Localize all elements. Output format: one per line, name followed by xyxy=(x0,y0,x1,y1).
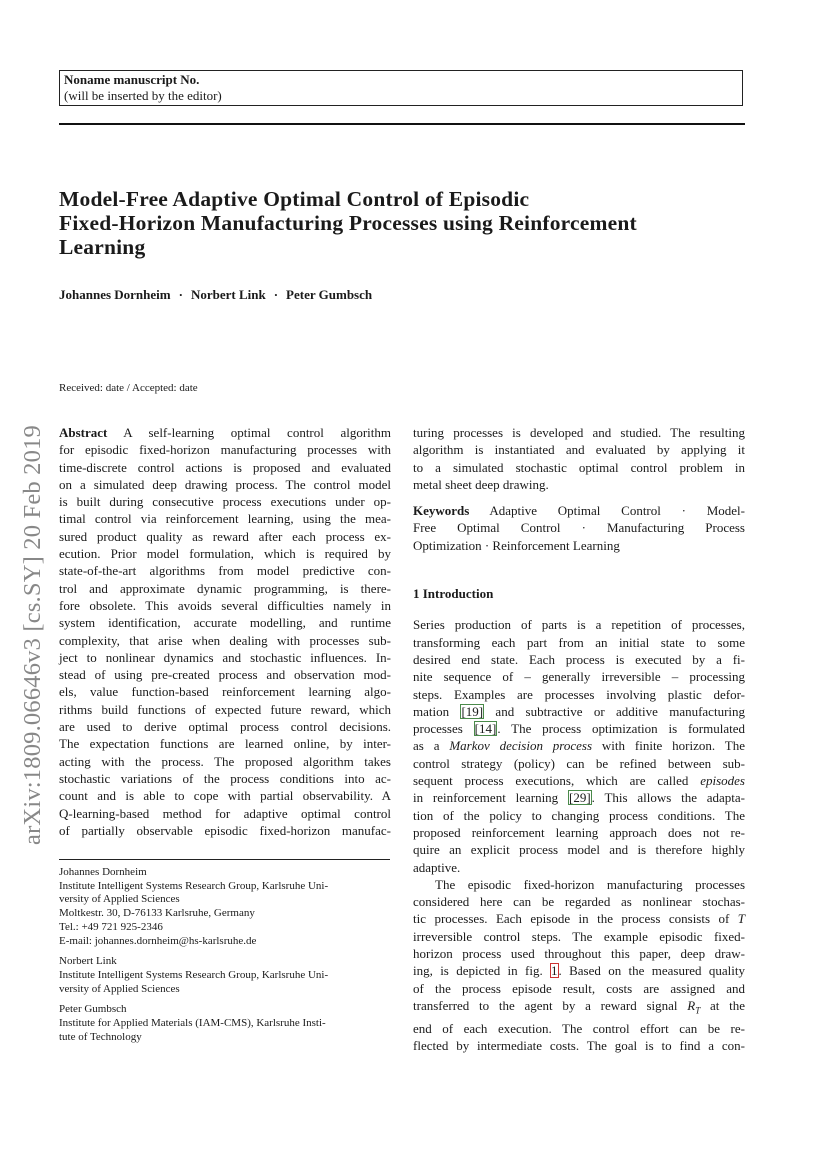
abstract-line: trol and approximate dynamic programming, is there- xyxy=(59,580,391,596)
paragraph-line: flected by intermediate costs. The goal is to find a con- xyxy=(413,1038,745,1054)
keywords xyxy=(413,502,745,554)
affiliation-line: Institute for Applied Materials (IAM-CMS), Karlsruhe Insti- xyxy=(59,1017,326,1030)
citation-link[interactable]: [14] xyxy=(474,721,497,737)
keywords-label: Keywords xyxy=(413,503,470,519)
abstract-continued-line: to a simulated stochastic optimal control problem in xyxy=(413,459,745,475)
paragraph-line: The episodic fixed-horizon manufacturing processes xyxy=(435,876,745,892)
abstract-line: for episodic fixed-horizon manufacturing processes with xyxy=(59,442,391,458)
abstract-line: count and is able to cope with partial observability. A xyxy=(59,788,391,804)
abstract-line: The expectation functions are learned online, by inter- xyxy=(59,736,391,752)
section-heading-introduction: 1 Introduction xyxy=(413,586,494,602)
affiliation-line: Institute Intelligent Systems Research Group, Karlsruhe Uni- xyxy=(59,879,329,892)
abstract xyxy=(59,424,391,839)
author-separator: · xyxy=(178,287,183,302)
affiliation-block xyxy=(59,866,399,948)
affiliation-author-name: Johannes Dornheim xyxy=(59,866,147,878)
paragraph-line: quire an explicit process model and is therefore highly xyxy=(413,842,745,858)
abstract-line: are used to derive optimal process control decisions. xyxy=(59,719,391,735)
paragraph-line: of the process episode result, costs are assigned and xyxy=(413,980,745,996)
paragraph-line: Series production of parts is a repetition of processes, xyxy=(413,617,745,633)
math-variable: R xyxy=(687,997,696,1013)
keywords-line: Keywords Adaptive Optimal Control · Model- xyxy=(413,503,745,519)
paragraph-line: processes [14]. The process optimization is formulated xyxy=(413,721,745,737)
abstract-line: acting with the process. The proposed algorithm takes xyxy=(59,753,391,769)
keywords-line: Optimization · Reinforcement Learning xyxy=(413,537,620,553)
abstract-line: rithms build functions of expected future reward, which xyxy=(59,701,391,717)
affiliation-author-name: Peter Gumbsch xyxy=(59,1003,127,1016)
affiliation-block xyxy=(59,955,399,996)
abstract-line: timal control via reinforcement learning, using the mea- xyxy=(59,511,391,527)
abstract-line: Abstract A self-learning optimal control algorithm xyxy=(59,425,391,440)
arxiv-identifier: arXiv:1809.06646v3 [cs.SY] 20 Feb 2019 xyxy=(19,425,46,845)
received-date: Received: date / Accepted: date xyxy=(59,382,198,394)
author-3: Peter Gumbsch xyxy=(286,287,373,302)
title-line-3: Learning xyxy=(59,235,146,259)
citation-link[interactable]: [19] xyxy=(461,703,484,719)
abstract-line: complexity, that arise when dealing with processes sub- xyxy=(59,632,391,648)
abstract-continued-line: algorithm is instantiated and evaluated by applying it xyxy=(413,442,745,458)
header-rule xyxy=(59,123,745,125)
right-column xyxy=(413,424,745,1054)
manuscript-number: Noname manuscript No. xyxy=(64,72,200,87)
intro-paragraph-1 xyxy=(413,616,745,875)
affiliation-line: versity of Applied Sciences xyxy=(59,893,180,906)
abstract-line: stead of using pre-created process and observation mod- xyxy=(59,667,391,683)
paragraph-line: horizon process used throughout this paper, deep draw- xyxy=(413,946,745,962)
paragraph-line: proposed reinforcement learning approach does not re- xyxy=(413,824,745,840)
abstract-line: on a simulated deep drawing process. The control model xyxy=(59,476,391,492)
affiliation-line: Moltkestr. 30, D-76133 Karlsruhe, Germany xyxy=(59,907,255,920)
affiliation-line: Tel.: +49 721 925-2346 xyxy=(59,920,163,933)
figure-link[interactable]: 1 xyxy=(551,963,558,979)
paragraph-line: adaptive. xyxy=(413,859,461,875)
paragraph-line: transferred to the agent by a reward signal $R_T$ at the xyxy=(413,997,745,1016)
paragraph-line: in reinforcement learning [29]. This allows the adapta- xyxy=(413,790,746,806)
paper-title xyxy=(59,187,749,259)
abstract-line: ject to nonlinear dynamics and stochastic influences. In- xyxy=(59,649,391,665)
abstract-line: system identification, accurate modelling, and runtime xyxy=(59,615,391,631)
abstract-line: fore obsolete. This avoids several difficulties namely in xyxy=(59,597,391,613)
paragraph-line: steps. Examples are processes involving plastic defor- xyxy=(413,686,745,702)
footnote-rule xyxy=(59,859,390,860)
emphasis-term: Markov decision process xyxy=(449,738,593,754)
author-list xyxy=(59,287,372,303)
abstract-continued-line: metal sheet deep drawing. xyxy=(413,476,549,492)
abstract-line: sured product quality as reward after each process ex- xyxy=(59,528,391,544)
editor-note: (will be inserted by the editor) xyxy=(64,88,222,103)
abstract-line: ecution. Prior model formulation, which is required by xyxy=(59,546,391,562)
keywords-line: Free Optimal Control · Manufacturing Process xyxy=(413,520,745,536)
abstract-line: els, value function-based reinforcement learning algo- xyxy=(59,684,391,700)
abstract-line: state-of-the-art algorithms from model predictive con- xyxy=(59,563,391,579)
author-2: Norbert Link xyxy=(190,287,266,302)
math-variable: T xyxy=(737,911,745,927)
affiliations xyxy=(59,866,399,1051)
title-line-1: Model-Free Adaptive Optimal Control of Episodic xyxy=(59,187,530,211)
manuscript-header-box xyxy=(59,70,743,106)
paragraph-line: ing, is depicted in fig. 1. Based on the measured quality xyxy=(413,963,745,979)
paragraph-line: transforming each part from an initial state to some xyxy=(413,634,745,650)
abstract-line: of partially observable episodic fixed-horizon manufac- xyxy=(59,822,391,838)
paragraph-line: nite sequence of – generally irreversible – processing xyxy=(413,669,745,685)
citation-link[interactable]: [29] xyxy=(568,790,591,806)
author-separator: · xyxy=(273,287,279,302)
emphasis-term: episodes xyxy=(700,773,745,789)
affiliation-line: tute of Technology xyxy=(59,1030,142,1043)
abstract-line: time-discrete control actions is proposed and evaluated xyxy=(59,459,391,475)
abstract-label: Abstract xyxy=(59,425,108,440)
abstract-line: is built during consecutive process executions under op- xyxy=(59,494,391,510)
paragraph-line: end of each execution. The control effort can be re- xyxy=(413,1020,745,1036)
paragraph-line: as a Markov decision process with finite horizon. The xyxy=(413,738,745,754)
paragraph-line: considered here can be regarded as nonlinear stochas- xyxy=(413,894,745,910)
paragraph-line: tic processes. Each episode in the process consists of T xyxy=(413,911,745,927)
author-1: Johannes Dornheim xyxy=(59,287,171,302)
paragraph-line: sequent process executions, which are called episodes xyxy=(413,773,745,789)
intro-paragraph-2 xyxy=(413,876,745,1055)
math-subscript: T xyxy=(695,1005,701,1016)
abstract-continued-line: turing processes is developed and studied. The resulting xyxy=(413,425,745,440)
affiliation-line: versity of Applied Sciences xyxy=(59,982,180,995)
affiliation-block xyxy=(59,1003,399,1044)
abstract-line: stochastic variations of the process conditions into ac- xyxy=(59,770,391,786)
affiliation-line: Institute Intelligent Systems Research Group, Karlsruhe Uni- xyxy=(59,968,329,981)
paragraph-line: mation [19] and subtractive or additive manufacturing xyxy=(413,703,746,719)
title-line-2: Fixed-Horizon Manufacturing Processes using Reinforcement xyxy=(59,211,637,235)
paragraph-line: irreversible control steps. The example episodic fixed- xyxy=(413,928,745,944)
paragraph-line: tion of the policy to changing process conditions. The xyxy=(413,807,745,823)
paragraph-line: control strategy (policy) can be refined between sub- xyxy=(413,755,745,771)
affiliation-email: E-mail: johannes.dornheim@hs-karlsruhe.de xyxy=(59,934,257,947)
affiliation-author-name: Norbert Link xyxy=(59,955,117,968)
paragraph-line: desired end state. Each process is executed by a fi- xyxy=(413,651,745,667)
abstract-line: Q-learning-based method for adaptive optimal control xyxy=(59,805,391,821)
